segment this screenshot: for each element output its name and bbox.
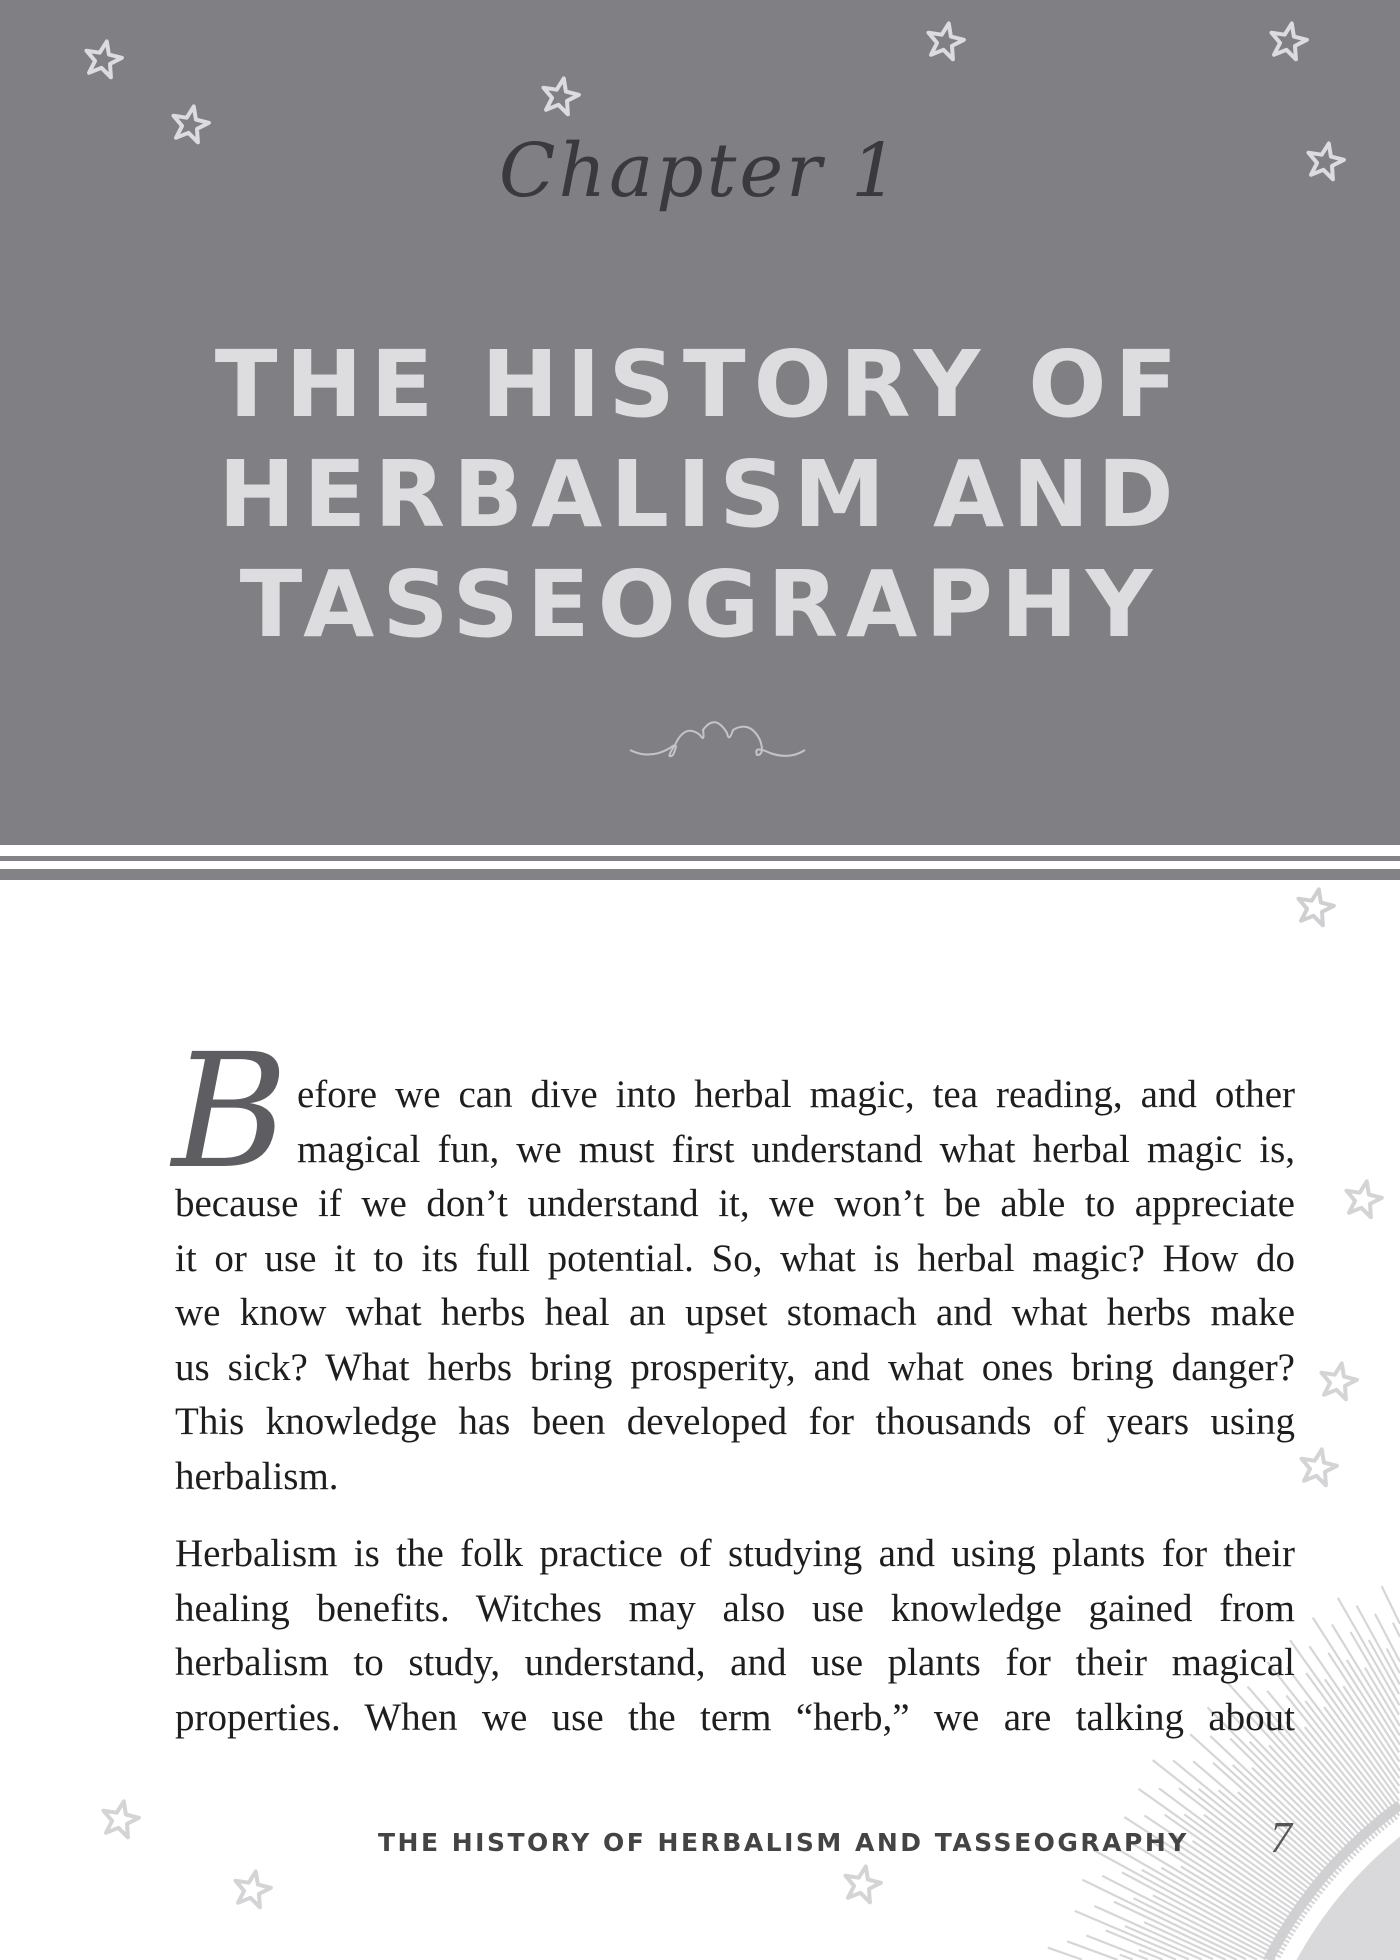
text-line: This knowledge has been developed for thousands of years using — [175, 1400, 1295, 1443]
chapter-title-line: HERBALISM AND — [218, 441, 1182, 548]
star-icon — [538, 75, 582, 119]
drop-cap: B — [172, 1020, 289, 1204]
star-icon — [840, 1863, 884, 1907]
star-icon — [1293, 886, 1337, 930]
text-line: healing benefits. Witches may also use knowledge gained from — [175, 1586, 1295, 1630]
flourish-ornament-icon — [625, 715, 845, 765]
sun-ray — [1375, 1614, 1400, 1662]
star-icon — [1266, 20, 1310, 64]
body-text — [175, 1068, 1295, 1745]
text-line: because if we don’t understand it, we won’t be able to appreciate — [175, 1182, 1295, 1225]
star-icon — [81, 38, 125, 82]
text-line: us sick? What herbs bring prosperity, and what ones bring danger? — [175, 1345, 1295, 1389]
sun-ray — [1048, 1948, 1082, 1960]
running-footer-title: THE HISTORY OF HERBALISM AND TASSEOGRAPHY — [378, 1828, 1189, 1857]
text-line: efore we can dive into herbal magic, tea reading, and other — [297, 1073, 1295, 1116]
sun-ray — [1120, 1955, 1133, 1960]
text-line: herbalism to study, understand, and use plants for their magical — [175, 1641, 1295, 1684]
text-line: we know what herbs heal an upset stomach and what herbs make — [175, 1291, 1295, 1334]
text-line: properties. When we use the term “herb,” we are talking about — [175, 1695, 1295, 1739]
text-line: herbalism. — [175, 1454, 339, 1498]
sun-ray — [1153, 1760, 1323, 1894]
star-icon — [1296, 1446, 1340, 1490]
text-line: magical fun, we must first understand what herbal magic is, — [297, 1127, 1295, 1171]
sun-ray — [1382, 1586, 1400, 1624]
sun-ray — [1393, 1623, 1400, 1637]
paragraph — [175, 1527, 1295, 1745]
chapter-title-line: TASSEOGRAPHY — [239, 551, 1161, 658]
star-icon — [98, 1798, 142, 1842]
text-line: Herbalism is the folk practice of studying and using plants for their — [175, 1532, 1295, 1575]
text-line: it or use it to its full potential. So, what is herbal magic? How do — [175, 1236, 1295, 1280]
star-icon — [923, 20, 967, 64]
sun-ray — [1357, 1606, 1400, 1685]
page-number: 7 — [1270, 1813, 1292, 1862]
chapter-title-line: THE HISTORY OF — [214, 331, 1186, 438]
sun-ray — [1338, 1598, 1400, 1706]
star-icon — [230, 1868, 274, 1912]
sun-ray — [1106, 1930, 1176, 1959]
header-stripes — [0, 845, 1400, 880]
star-icon — [168, 103, 212, 147]
paragraph — [175, 1068, 1295, 1504]
chapter-label: Chapter 1 — [498, 128, 902, 214]
star-icon — [1303, 140, 1347, 184]
star-icon — [1341, 1178, 1385, 1222]
sun-ray — [1387, 1649, 1400, 1674]
chapter-title — [0, 330, 1400, 660]
sun-ray — [1369, 1640, 1399, 1694]
star-icon — [1316, 1360, 1360, 1404]
sun-ray — [1114, 1902, 1237, 1960]
